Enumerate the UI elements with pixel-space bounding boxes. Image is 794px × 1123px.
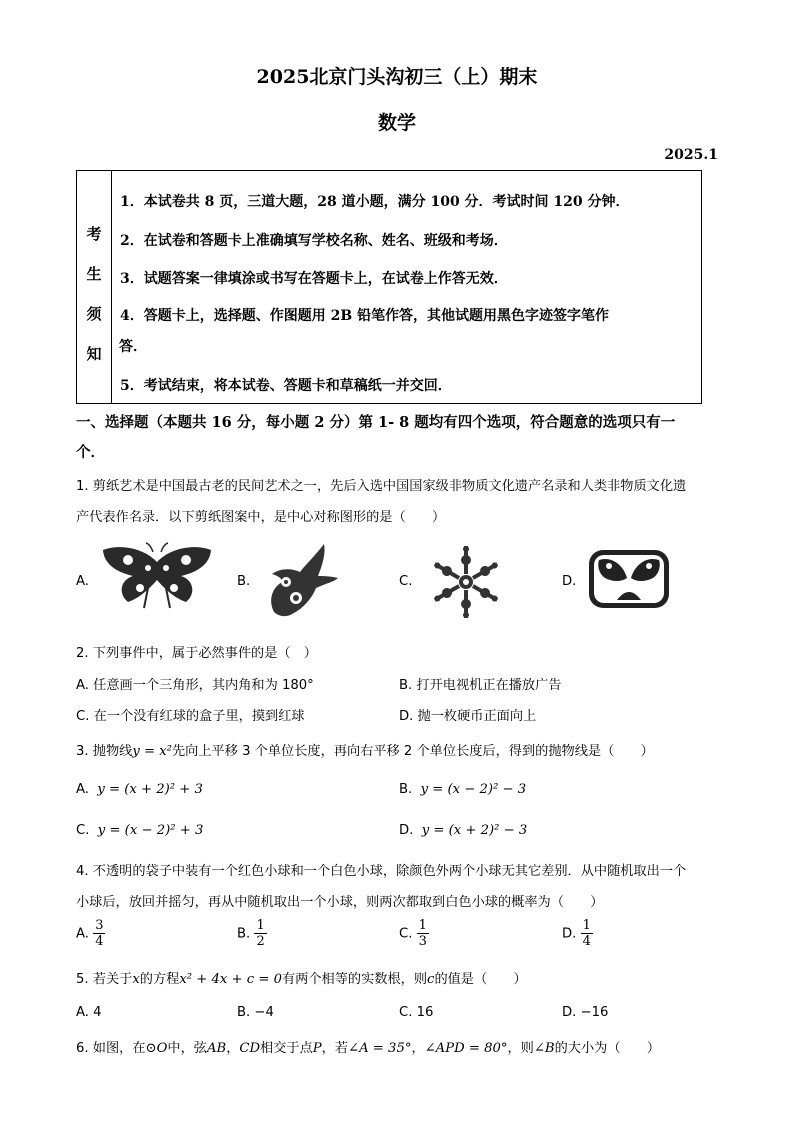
- q5-variable-x: x: [132, 972, 140, 987]
- q5-stem-text: 有两个相等的实数根，则: [281, 972, 428, 987]
- q4-option-b: [237, 918, 267, 949]
- q5-equation: x² + 4x + c = 0: [179, 972, 282, 987]
- numerator: 1: [582, 918, 591, 933]
- question-4-stem-continued: 小球后，放回并摇匀，再从中随机取出一个小球，则两次都取到白色小球的概率为（ ）: [76, 895, 604, 910]
- q5-stem-text: 5. 若关于: [76, 972, 133, 987]
- option-label: B.: [399, 782, 413, 797]
- q3-option-a: [76, 782, 203, 797]
- q4-option-d: [562, 918, 593, 949]
- exam-subject: 数学: [377, 112, 416, 134]
- q5-option-a: A. 4: [76, 1005, 102, 1020]
- q5-stem-text: 的方程: [139, 972, 180, 987]
- q1-option-label: A.: [76, 574, 89, 589]
- label-char: 考: [86, 225, 102, 243]
- q3-formula-d: y = (x + 2)² − 3: [421, 823, 528, 838]
- snowflake-papercut-image: [424, 545, 508, 619]
- q6-stem-text: ，则: [507, 1041, 534, 1056]
- q3-option-c: [76, 823, 203, 838]
- question-1-stem: 1. 剪纸艺术是中国最古老的民间艺术之一，先后入选中国国家级非物质文化遗产名录和人类非物质文化遗: [76, 479, 687, 494]
- question-2-stem: 2. 下列事件中，属于必然事件的是（ ）: [76, 646, 317, 661]
- denominator: 3: [418, 934, 427, 949]
- question-4-stem: 4. 不透明的袋子中装有一个红色小球和一个白色小球，除颜色外两个小球无其它差别．从中随机取出一个: [76, 864, 687, 879]
- instruction-item: 3．试题答案一律填涂或书写在答题卡上，在试卷上作答无效．: [120, 271, 508, 287]
- fish-papercut-image: [587, 546, 671, 612]
- q6-stem-text: 的大小为（ ）: [554, 1041, 661, 1056]
- q2-option-a: A. 任意画一个三角形，其内角和为 180°: [76, 678, 314, 693]
- q2-option-b: B. 打开电视机正在播放广告: [399, 678, 562, 693]
- instruction-item: 5．考试结束，将本试卷、答题卡和草稿纸一并交回．: [120, 378, 452, 394]
- butterfly-papercut-image: [98, 542, 216, 610]
- q4-fraction-c: [417, 918, 429, 949]
- q2-option-d: D. 抛一枚硬币正面向上: [399, 709, 537, 724]
- q3-stem-text: 3. 抛物线: [76, 744, 133, 759]
- q6-stem-text: 中，弦: [167, 1041, 207, 1056]
- swallow-papercut-image: [264, 542, 340, 622]
- numerator: 3: [95, 918, 104, 933]
- q6-chord-ab: AB: [206, 1041, 227, 1056]
- section-heading-continued: 个．: [76, 444, 105, 461]
- q4-option-c: [399, 918, 429, 949]
- q5-option-d: D. −16: [562, 1005, 609, 1020]
- q3-option-d: [399, 823, 527, 838]
- section-heading: 一、选择题（本题共 16 分，每小题 2 分）第 1- 8 题均有四个选项，符合题意的选项只有一: [76, 414, 676, 431]
- denominator: 4: [582, 934, 591, 949]
- q3-stem-text: 先向上平移 3 个单位长度，再向右平移 2 个单位长度后，得到的抛物线是（ ）: [171, 744, 654, 759]
- q2-option-c: C. 在一个没有红球的盒子里，摸到红球: [76, 709, 305, 724]
- q4-fraction-a: [93, 918, 105, 949]
- q6-circle-symbol: ⊙O: [145, 1041, 168, 1056]
- q1-option-label: C.: [399, 574, 413, 589]
- option-label: B.: [237, 926, 251, 942]
- denominator: 4: [95, 934, 104, 949]
- question-6-stem: [76, 1037, 660, 1056]
- q4-option-a: [76, 918, 105, 949]
- option-label: D.: [399, 823, 414, 838]
- q6-angle-apd: ∠APD = 80°: [424, 1041, 508, 1056]
- instruction-item: 1．本试卷共 8 页，三道大题，28 道小题，满分 100 分．考试时间 120 分钟．: [120, 194, 630, 210]
- q5-option-b: B. −4: [237, 1005, 274, 1020]
- label-char: 须: [86, 305, 102, 323]
- q5-stem-text: 的值是（ ）: [434, 972, 527, 987]
- q6-stem-text: 相交于点: [260, 1041, 313, 1056]
- option-label: D.: [562, 926, 577, 942]
- q6-angle-a: ∠A = 35°: [348, 1041, 412, 1056]
- q4-fraction-d: [581, 918, 593, 949]
- q6-stem-text: ，: [226, 1041, 240, 1056]
- option-label: C.: [76, 823, 90, 838]
- q3-formula-b: y = (x − 2)² − 3: [420, 782, 527, 797]
- numerator: 1: [418, 918, 427, 933]
- q3-formula-a: y = (x + 2)² + 3: [97, 782, 203, 797]
- option-label: C.: [399, 926, 413, 942]
- instruction-item: 4．答题卡上，选择题、作图题用 2B 铅笔作答，其他试题用黑色字迹签字笔作: [120, 308, 610, 324]
- q5-option-c: C. 16: [399, 1005, 434, 1020]
- exam-title: 2025北京门头沟初三（上）期末: [256, 66, 538, 88]
- question-3-stem: [76, 740, 654, 759]
- q3-formula-c: y = (x − 2)² + 3: [97, 823, 204, 838]
- q6-angle-b: ∠B: [533, 1041, 555, 1056]
- question-1-stem-continued: 产代表作名录．以下剪纸图案中，是中心对称图形的是（ ）: [76, 510, 446, 525]
- q1-option-label: D.: [562, 574, 577, 589]
- label-char: 知: [86, 345, 102, 363]
- instructions-box: [76, 170, 702, 404]
- option-label: A.: [76, 782, 89, 797]
- q6-stem-text: 6. 如图，在: [76, 1041, 146, 1056]
- exam-date: 2025.1: [664, 147, 718, 163]
- instruction-item: 2．在试卷和答题卡上准确填写学校名称、姓名、班级和考场．: [120, 233, 508, 249]
- numerator: 1: [256, 918, 265, 933]
- q4-fraction-b: [254, 918, 266, 949]
- q3-option-b: [399, 782, 526, 797]
- denominator: 2: [256, 934, 265, 949]
- label-char: 生: [86, 265, 102, 283]
- instruction-item-continued: 答．: [119, 339, 147, 355]
- option-label: A.: [76, 926, 89, 942]
- q6-point-p: P: [312, 1041, 322, 1056]
- q6-stem-text: ，: [411, 1041, 425, 1056]
- q1-option-label: B.: [237, 574, 251, 589]
- q3-parabola: y = x²: [132, 744, 172, 759]
- q5-variable-c: c: [427, 972, 435, 987]
- question-5-stem: [76, 968, 527, 987]
- instructions-label: [77, 171, 112, 403]
- q6-chord-cd: CD: [239, 1041, 261, 1056]
- q6-stem-text: ，若: [321, 1041, 349, 1056]
